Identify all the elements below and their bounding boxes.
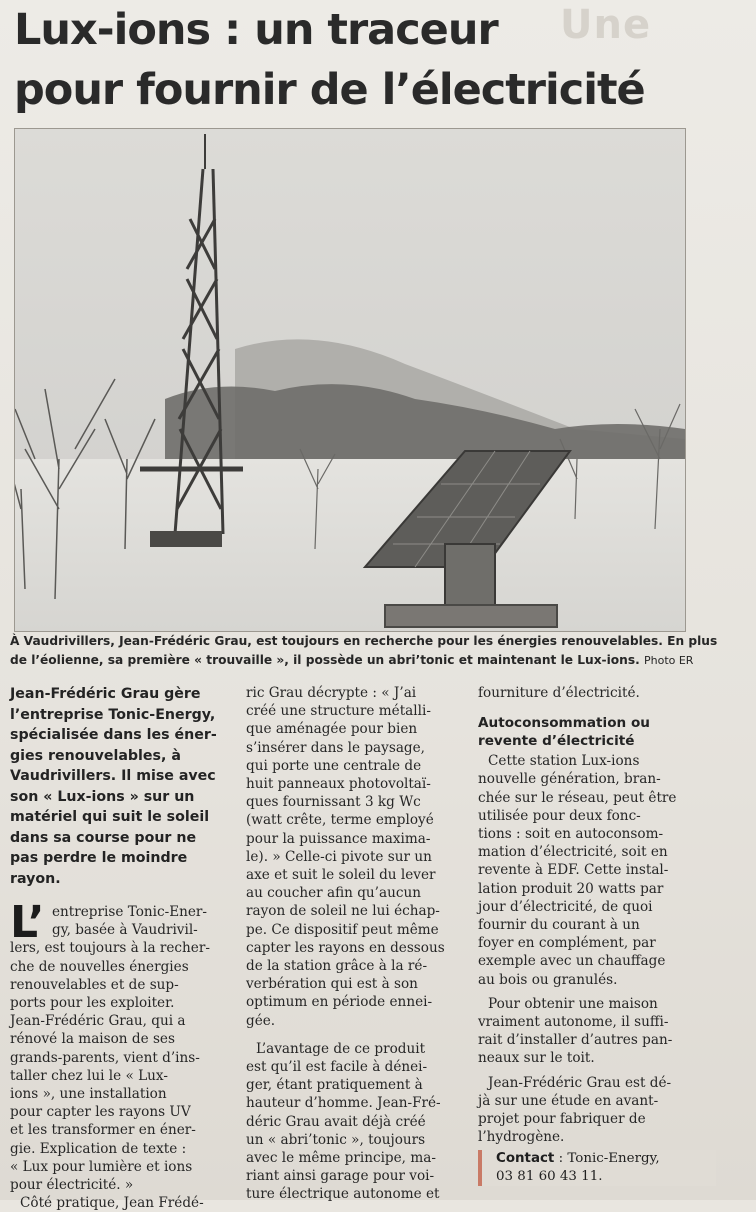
body-line: est qu’il est facile à dénei- xyxy=(246,1059,428,1076)
body-line: grands-parents, vient d’ins- xyxy=(10,1049,200,1066)
body-line: déric Grau avait déjà créé xyxy=(246,1113,426,1130)
body-line: chée sur le réseau, peut être xyxy=(478,789,677,806)
lead-line: dans sa course pour ne xyxy=(10,829,197,846)
body-line: jour d’électricité, de quoi xyxy=(478,898,653,915)
body-paragraph xyxy=(478,684,692,702)
body-line: taller chez lui le « Lux- xyxy=(10,1067,168,1084)
body-line: que aménagée pour bien xyxy=(246,721,418,738)
body-line: riant ainsi garage pour voi- xyxy=(246,1168,435,1185)
subhead-line: revente d’électricité xyxy=(478,733,635,750)
body-line: neaux sur le toit. xyxy=(478,1050,595,1067)
subhead-line: Autoconsommation ou xyxy=(478,715,650,732)
body-line: s’insérer dans le paysage, xyxy=(246,739,425,756)
body-line: capter les rayons en dessous xyxy=(246,939,445,956)
bleed-through-text: Une xyxy=(560,2,652,48)
body-line: revente à EDF. Cette instal- xyxy=(478,862,669,879)
body-line: L’avantage de ce produit xyxy=(256,1040,426,1057)
body-line: Jean-Frédéric Grau est dé- xyxy=(488,1074,672,1091)
tower-base xyxy=(150,531,222,547)
body-line: mation d’électricité, soit en xyxy=(478,844,668,861)
body-line: entreprise Tonic-Ener- xyxy=(52,904,208,920)
body-line: renouvelables et de sup- xyxy=(10,976,179,993)
body-line: Jean-Frédéric Grau, qui a xyxy=(10,1013,186,1030)
body-line: foyer en complément, par xyxy=(478,935,656,952)
body-line: verbération qui est à son xyxy=(246,976,418,993)
caption-line: de l’éolienne, sa première « trouvaille », il possède un abri’tonic et maintenant le Lux-ions. xyxy=(10,653,640,667)
body-line: huit panneaux photovoltaï- xyxy=(246,776,431,793)
body-line: lation produit 20 watts par xyxy=(478,880,664,897)
contact-box xyxy=(478,1150,716,1186)
body-line: « Lux pour lumière et ions xyxy=(10,1158,193,1175)
body-line: et les transformer en éner- xyxy=(10,1122,196,1139)
body-line: ric Grau décrypte : « J’ai xyxy=(246,685,417,701)
lead-line: pas perdre le moindre xyxy=(10,850,188,866)
body-paragraph xyxy=(478,1074,692,1147)
body-line: pour capter les rayons UV xyxy=(10,1104,191,1121)
body-line: de la station grâce à la ré- xyxy=(246,958,428,975)
lead-line: l’entreprise Tonic-Energy, xyxy=(10,706,216,723)
column-3 xyxy=(478,684,692,1146)
body-line: nouvelle génération, bran- xyxy=(478,771,661,788)
body-line: rait d’installer d’autres pan- xyxy=(478,1032,673,1049)
photo-credit: Photo ER xyxy=(643,654,694,667)
body-line: Pour obtenir une maison xyxy=(488,995,658,1012)
body-line: jà sur une étude en avant- xyxy=(478,1092,659,1109)
body-line: axe et suit le soleil du lever xyxy=(246,867,436,884)
body-paragraph xyxy=(246,684,462,1030)
body-line: ques fournissant 3 kg Wc xyxy=(246,794,421,811)
body-paragraph xyxy=(478,752,692,989)
lead-line: rayon. xyxy=(10,870,61,887)
body-line: pour électricité. » xyxy=(10,1177,134,1194)
body-line: projet pour fabriquer de xyxy=(478,1111,646,1128)
caption-line: À Vaudrivillers, Jean-Frédéric Grau, est toujours en recherche pour les énergies renouvelables. En plus xyxy=(10,634,718,648)
body-line: ture électrique autonome et xyxy=(246,1186,440,1203)
lead-line: Jean-Frédéric Grau gère xyxy=(10,686,201,702)
body-line: Côté pratique, Jean Frédé- xyxy=(20,1195,204,1212)
body-line: gy, basée à Vaudrivil- xyxy=(52,922,198,939)
lead-line: Vaudrivillers. Il mise avec xyxy=(10,768,216,784)
photo-illustration xyxy=(15,129,685,631)
headline-line: Lux-ions : un traceur xyxy=(14,5,498,55)
body-line: fourniture d’électricité. xyxy=(478,685,640,701)
article-photo xyxy=(14,128,686,632)
drop-cap: L’ xyxy=(10,897,45,948)
body-line: gée. xyxy=(246,1012,276,1029)
body-line: qui porte une centrale de xyxy=(246,757,422,774)
body-line: le). » Celle-ci pivote sur un xyxy=(246,848,432,865)
body-line: (watt crête, terme employé xyxy=(246,812,434,829)
article-headline xyxy=(14,0,744,120)
body-line: un « abri’tonic », toujours xyxy=(246,1131,426,1148)
body-line: créé une structure métalli- xyxy=(246,703,431,720)
body-line: utilisée pour deux fonc- xyxy=(478,807,641,824)
body-line: ger, étant pratiquement à xyxy=(246,1077,423,1094)
body-line: tions : soit en autoconsom- xyxy=(478,826,664,843)
body-line: l’hydrogène. xyxy=(478,1129,565,1146)
lead-line: spécialisée dans les éner- xyxy=(10,727,217,743)
body-line: pe. Ce dispositif peut même xyxy=(246,921,439,938)
body-line: exemple avec un chauffage xyxy=(478,953,666,970)
lead-line: gies renouvelables, à xyxy=(10,747,181,764)
body-line: vraiment autonome, il suffi- xyxy=(478,1014,669,1031)
body-line: au coucher afin qu’aucun xyxy=(246,885,421,902)
body-paragraph xyxy=(478,995,692,1068)
body-line: pour la puissance maxima- xyxy=(246,830,431,847)
body-line: hauteur d’homme. Jean-Fré- xyxy=(246,1095,441,1112)
body-paragraph xyxy=(246,1040,462,1204)
contact-label: Contact xyxy=(496,1151,555,1166)
section-subhead xyxy=(478,714,692,750)
contact-company: : Tonic-Energy, xyxy=(554,1151,660,1166)
body-line: Cette station Lux-ions xyxy=(488,753,640,770)
body-line: avec le même principe, ma- xyxy=(246,1150,436,1167)
body-line: ions », une installation xyxy=(10,1086,167,1103)
body-line: rénové la maison de ses xyxy=(10,1031,175,1048)
body-line: che de nouvelles énergies xyxy=(10,958,189,975)
column-1 xyxy=(10,684,230,1212)
headline-line: pour fournir de l’électricité xyxy=(14,65,645,115)
body-paragraph xyxy=(10,897,230,1212)
article-lead xyxy=(10,684,230,889)
body-line: au bois ou granulés. xyxy=(478,971,618,988)
body-line: gie. Explication de texte : xyxy=(10,1140,187,1157)
snowy-field xyxy=(15,459,685,631)
lead-line: matériel qui suit le soleil xyxy=(10,809,210,825)
body-line: optimum en période ennei- xyxy=(246,994,433,1011)
lead-line: son « Lux-ions » sur un xyxy=(10,788,195,805)
body-line: fournir du courant à un xyxy=(478,917,640,934)
contact-phone: 03 81 60 43 11. xyxy=(496,1169,603,1184)
body-line: lers, est toujours à la recher- xyxy=(10,940,210,957)
photo-caption xyxy=(10,632,745,670)
body-line: rayon de soleil ne lui échap- xyxy=(246,903,440,920)
contact-line xyxy=(496,1150,716,1168)
column-2 xyxy=(246,684,462,1204)
body-line: ports pour les exploiter. xyxy=(10,995,175,1012)
